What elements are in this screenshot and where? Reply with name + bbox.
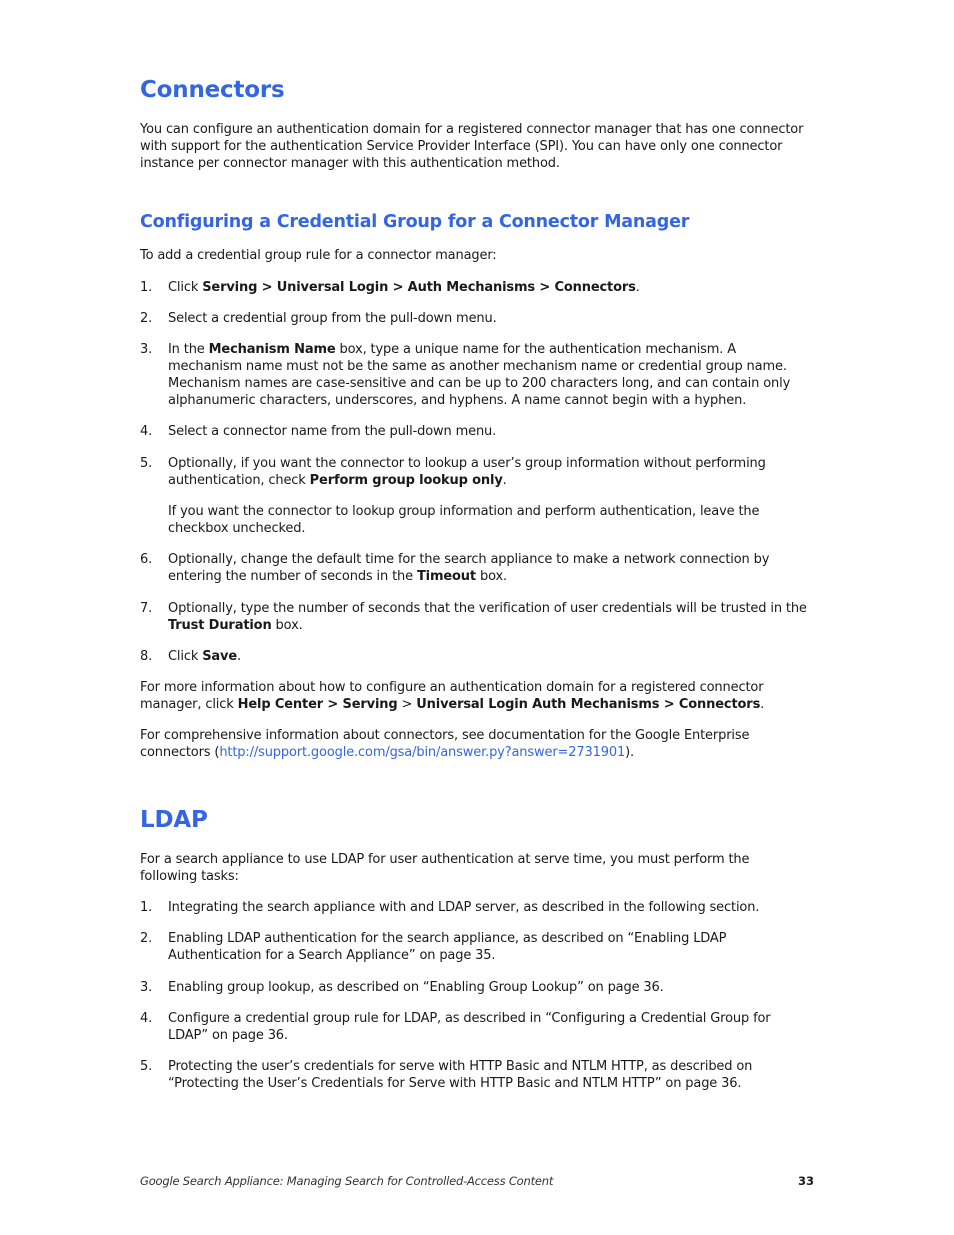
step-8: 8. Click Save. xyxy=(140,649,242,664)
field-name: Trust Duration xyxy=(168,618,272,633)
step-5: 5. Optionally, if you want the connector to lookup a user’s group information without performing authentication, check Perform group lookup only. xyxy=(140,456,766,488)
step-6: 6. Optionally, change the default time for the search appliance to make a network connection by entering the number of seconds in the Timeout box. xyxy=(140,552,770,584)
more-info-paragraph: For more information about how to configure an authentication domain for a registered connector manager, click Help Center > Serving > Universal Login Auth Mechanisms > Connectors. xyxy=(140,680,765,712)
step-number: 4. xyxy=(140,424,153,439)
step-number: 1. xyxy=(140,280,153,295)
step-2: 2. Select a credential group from the pull-down menu. xyxy=(140,311,497,326)
task-number: 5. xyxy=(140,1059,153,1074)
field-name: Mechanism Name xyxy=(208,342,336,357)
ldap-task-5: 5. Protecting the user’s credentials for serve with HTTP Basic and NTLM HTTP, as described on “Protecting the User’s Credentials for Serve with HTTP Basic and NTLM HTTP” on page 36. xyxy=(140,1059,753,1091)
task-number: 2. xyxy=(140,931,153,946)
ldap-intro: For a search appliance to use LDAP for user authentication at serve time, you must perform the following tasks: xyxy=(140,852,750,884)
ldap-heading: LDAP xyxy=(140,807,208,833)
task-number: 3. xyxy=(140,980,153,995)
footer-document-title: Google Search Appliance: Managing Search for Controlled-Access Content xyxy=(140,1174,554,1188)
step-5-note: If you want the connector to lookup group information and perform authentication, leave the checkbox unchecked. xyxy=(168,504,760,536)
task-number: 4. xyxy=(140,1011,153,1026)
step-4: 4. Select a connector name from the pull-down menu. xyxy=(140,424,497,439)
step-number: 5. xyxy=(140,456,153,471)
step-number: 3. xyxy=(140,342,153,357)
credential-group-subheading: Configuring a Credential Group for a Connector Manager xyxy=(140,212,690,232)
step-3: 3. In the Mechanism Name box, type a unique name for the authentication mechanism. A mechanism name must not be the same as another mechanism name or credential group name. Mechanism names are case-sensitive and can be up to 200 characters long, and can contain only alphanumeric characters, underscores, and hyphens. A name cannot begin with a hyphen. xyxy=(140,342,791,408)
step-1: 1. Click Serving > Universal Login > Auth Mechanisms > Connectors. xyxy=(140,280,640,295)
ldap-task-3: 3. Enabling group lookup, as described on “Enabling Group Lookup” on page 36. xyxy=(140,980,664,995)
step-number: 7. xyxy=(140,601,153,616)
footer-page-number: 33 xyxy=(797,1174,814,1188)
task-number: 1. xyxy=(140,900,153,915)
support-link[interactable]: http://support.google.com/gsa/bin/answer.py?answer=2731901 xyxy=(219,745,626,760)
connectors-intro: You can configure an authentication domain for a registered connector manager that has one connector with support for the authentication Service Provider Interface (SPI). You can have only one connector instance per connector manager with this authentication method. xyxy=(140,122,804,171)
step-number: 6. xyxy=(140,552,153,567)
checkbox-name: Perform group lookup only xyxy=(309,473,503,488)
step-7: 7. Optionally, type the number of seconds that the verification of user credentials will be trusted in the Trust Duration box. xyxy=(140,601,807,633)
menu-path: Serving > Universal Login > Auth Mechanisms > Connectors xyxy=(202,280,636,295)
step-number: 2. xyxy=(140,311,153,326)
ldap-task-2: 2. Enabling LDAP authentication for the search appliance, as described on “Enabling LDAP Authentication for a Search Appliance” on page 35. xyxy=(140,931,727,963)
field-name: Timeout xyxy=(416,569,476,584)
ldap-task-1: 1. Integrating the search appliance with and LDAP server, as described in the following section. xyxy=(140,900,760,915)
step-number: 8. xyxy=(140,649,153,664)
comprehensive-info-paragraph: For comprehensive information about connectors, see documentation for the Google Enterprise connectors (http://support.google.com/gsa/bin/answer.py?answer=2731901). xyxy=(140,728,750,760)
button-name: Save xyxy=(202,649,238,664)
connectors-heading: Connectors xyxy=(140,77,285,103)
credential-group-lead: To add a credential group rule for a connector manager: xyxy=(140,248,497,263)
ldap-task-4: 4. Configure a credential group rule for LDAP, as described in “Configuring a Credential Group for LDAP” on page 36. xyxy=(140,1011,771,1043)
